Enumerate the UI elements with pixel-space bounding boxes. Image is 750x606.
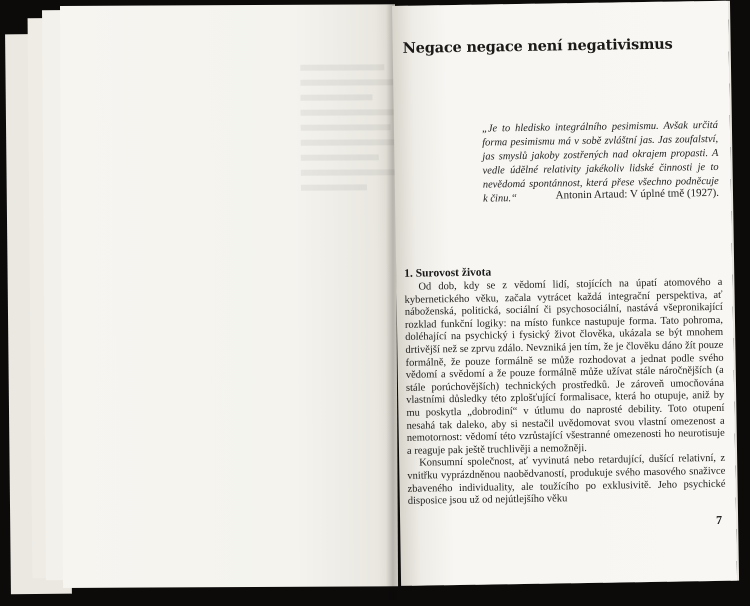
body-text bbox=[404, 277, 726, 509]
right-page bbox=[392, 1, 737, 586]
chapter-title: Negace negace není negativismus bbox=[402, 35, 673, 57]
paragraph: Konsumní společnost, ať vyvinutá nebo retardující, dušící relativní, z vnitřku vyprázdněnou naobědvaností, produkuje svého masového snaživce zbaveného individuality, ale toužícího po exklusivitě. Jeho psychické disposice jsou už od nejútlejšího věku bbox=[407, 453, 726, 507]
left-page bbox=[60, 4, 398, 588]
paragraph: Od dob, kdy se z vědomí lidí, stojících na úpatí atomového a kybernetického věku, začala vytrácet každá integrační perspektiva, ať náboženská, politická, sociální či psychosociální, nastává všepronikající rozklad funkční logiky: na místo funkce nastupuje forma. Tato pohroma, doléhající na psychický i fysický život člověka, ukázala se být mnohem drtivější než se zprvu zdálo. Nevzniká jen tím, že je člověku dáno žít pouze formálně, že pouze formálně se může rozhodovat a jednat podle svého vědomí a svědomí a že pouze formálně může užívat stále náročnějších (a stále porúchovějších) technických prostředků. Je zároveň umocňována vlastními důsledky této zplošťující formalisace, která ho otupuje, aniž by mu poskytla „dobrodiní“ v útlumu do naprosté debility. Toto otupení nesahá tak daleko, aby si nestačil uvědomovat svou vlastní omezenost a nemotornost: vědomí této vzrůstající všestranné omezenosti ho neurotisuje a reaguje pak ještě truchlivěji a nemožněji. bbox=[404, 276, 725, 457]
epigraph-source: Antonin Artaud: V úplné tmě (1927). bbox=[555, 186, 720, 202]
epigraph-quote: „Je to hledisko integrálního pesimismu. Avšak určitá forma pesimismu má v sobě zvláštní jas. Jas zoufalství, jas smyslů jakoby zostřených nad okrajem propasti. A vedle údělné relativity jakékoliv lidské činnosti je to nevědomá spontánnost, která přese všechno podněcuje k činu.“ bbox=[481, 119, 719, 205]
section-heading: 1. Surovost života bbox=[404, 266, 492, 280]
page-number: 7 bbox=[716, 512, 723, 527]
